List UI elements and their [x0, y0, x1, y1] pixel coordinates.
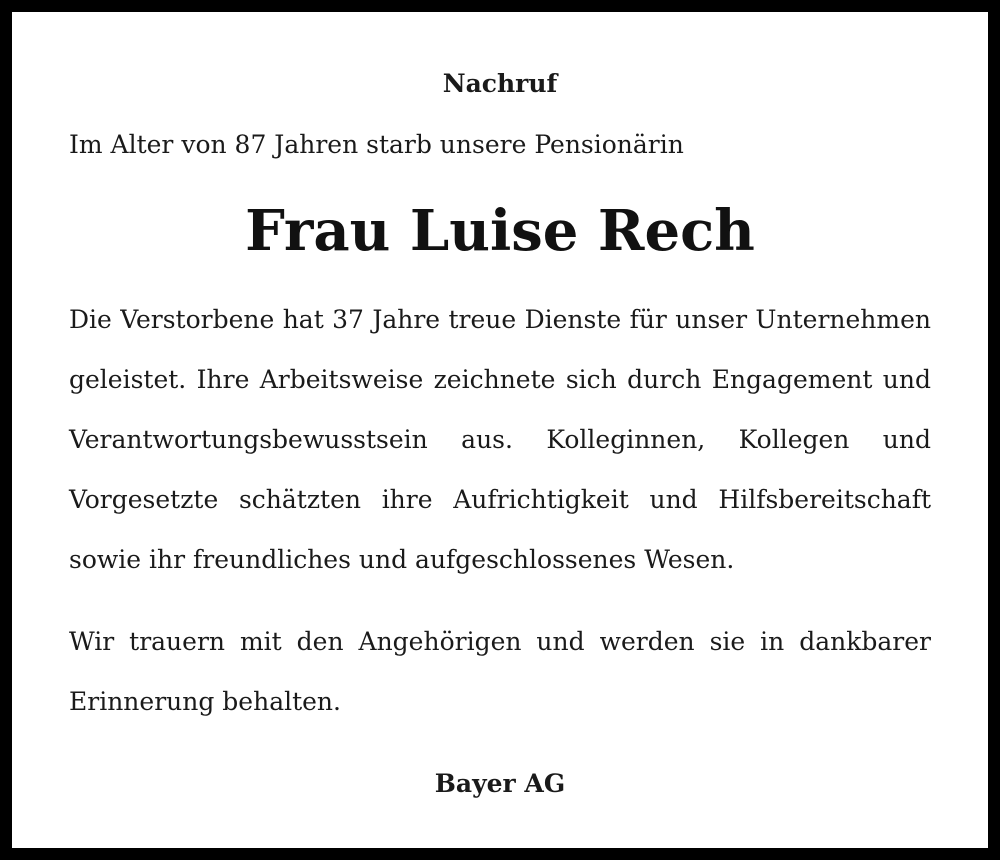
notice-heading: Nachruf [442, 69, 558, 98]
tribute-paragraph: Die Verstorbene hat 37 Jahre treue Dienste für unser Unternehmen geleistet. Ihre Arbeitsweise zeichnete sich durch Engagement und Verantwortungsbewusstsein aus. Kolleginnen, Kollegen und Vorgesetzte schätzten ihre Aufrichtigkeit und Hilfsbereitschaft sowie ihr freundliches und aufgeschlossenes Wesen. [69, 305, 931, 574]
deceased-name: Frau Luise Rech [245, 198, 755, 264]
notice-intro: Im Alter von 87 Jahren starb unsere Pensionärin [69, 130, 684, 159]
condolence-paragraph: Wir trauern mit den Angehörigen und werden sie in dankbarer Erinnerung behalten. [69, 627, 931, 716]
company-signature: Bayer AG [434, 769, 566, 798]
